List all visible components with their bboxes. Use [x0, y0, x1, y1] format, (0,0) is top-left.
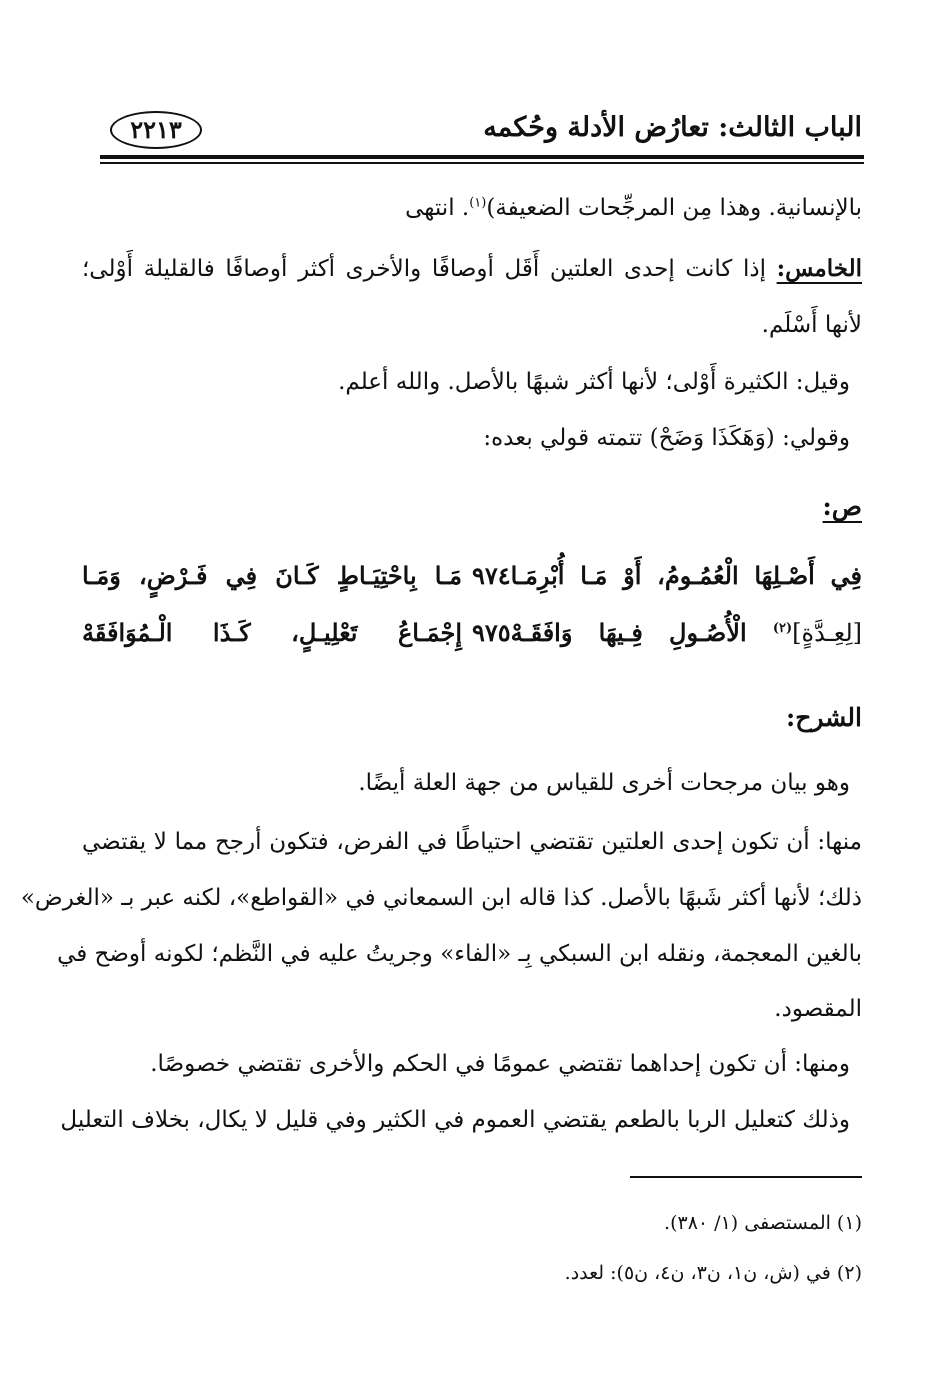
section-label: الخامس: — [776, 255, 862, 282]
sharh-heading: الشرح: — [785, 703, 862, 732]
header-rule-thick — [100, 155, 864, 159]
text-fragment: الْأُصُـولِ فِـيهَا وَافَقَـهْ — [510, 618, 773, 647]
verse-right-part — [82, 561, 511, 590]
footnote-1: (١) المستصفى (١/ ٣٨٠). — [664, 1212, 862, 1234]
verse-first-hemistich: مَـا بِاحْتِيَـاطٍ كَـانَ فِي فَـرْضٍ، وَمَـا — [82, 561, 462, 590]
footnote-ref: (٢) — [772, 621, 793, 636]
verse-second-hemistich: فِي أَصْـلِهَا الْعُمُـومُ، أَوْ مَـا أُبْرِمَـا — [510, 561, 862, 590]
verse-number: ٩٧٤ — [472, 561, 511, 590]
page-number: ٢٢١٣ — [110, 111, 202, 149]
verse-right-part — [82, 618, 511, 647]
text-line: منها: أن تكون إحدى العلتين تقتضي احتياطًا في الفرض، فتكون أرجح مما لا يقتضي — [82, 829, 862, 855]
footnote-ref: (١) — [469, 195, 487, 211]
text-fragment: إذا كانت إحدى العلتين أَقَل أوصافًا والأخرى أكثر أوصافًا فالقليلة أَوْلى؛ — [82, 256, 777, 282]
text-line: لأنها أَسْلَم. — [761, 312, 862, 338]
footnote-2: (٢) في (ش، ن١، ن٣، ن٤، ن٥): لعدد. — [564, 1262, 862, 1284]
text-fragment: بالإنسانية. وهذا مِن المرجِّحات الضعيفة) — [486, 195, 862, 221]
verse-first-hemistich: إِجْمَـاعُ تَعْلِيـلٍ، كَـذَا الْـمُوَافَقَهْ — [82, 618, 462, 647]
text-line — [82, 255, 862, 282]
verse-number: ٩٧٥ — [472, 618, 511, 647]
text-line: وهو بيان مرجحات أخرى للقياس من جهة العلة أيضًا. — [358, 770, 850, 796]
running-title: الباب الثالث: تعارُض الأدلة وحُكمه — [483, 112, 862, 143]
text-line: وقيل: الكثيرة أَوْلى؛ لأنها أكثر شبهًا بالأصل. والله أعلم. — [338, 369, 850, 395]
verse-975 — [82, 618, 862, 647]
text-line: ومنها: أن تكون إحداهما تقتضي عمومًا في الحكم والأخرى تقتضي خصوصًا. — [150, 1051, 850, 1077]
matn-heading: ص: — [822, 492, 862, 521]
text-line: وقولي: (وَهَكَذَا وَضَحْ) تتمته قولي بعده: — [483, 425, 850, 451]
text-line: بالغين المعجمة، ونقله ابن السبكي بِـ «الفاء» وجريتُ عليه في النَّظم؛ لكونه أوضح في — [57, 941, 862, 967]
verse-second-hemistich — [511, 618, 862, 647]
text-line: ذلك؛ لأنها أكثر شَبهًا بالأصل. كذا قاله ابن السمعاني في «القواطع»، لكنه عبر بـ «الغرض» — [20, 885, 862, 911]
verse-974 — [82, 561, 862, 590]
bracketed-variant: [لِعِـدَّةٍ] — [792, 619, 862, 647]
header-rule-thin — [100, 162, 864, 164]
text-fragment: . انتهى — [405, 195, 470, 221]
text-line: المقصود. — [774, 996, 862, 1022]
footnote-separator — [630, 1176, 862, 1178]
text-line — [82, 195, 862, 221]
text-line: وذلك كتعليل الربا بالطعم يقتضي العموم في الكثير وفي قليل لا يكال، بخلاف التعليل — [60, 1107, 850, 1133]
